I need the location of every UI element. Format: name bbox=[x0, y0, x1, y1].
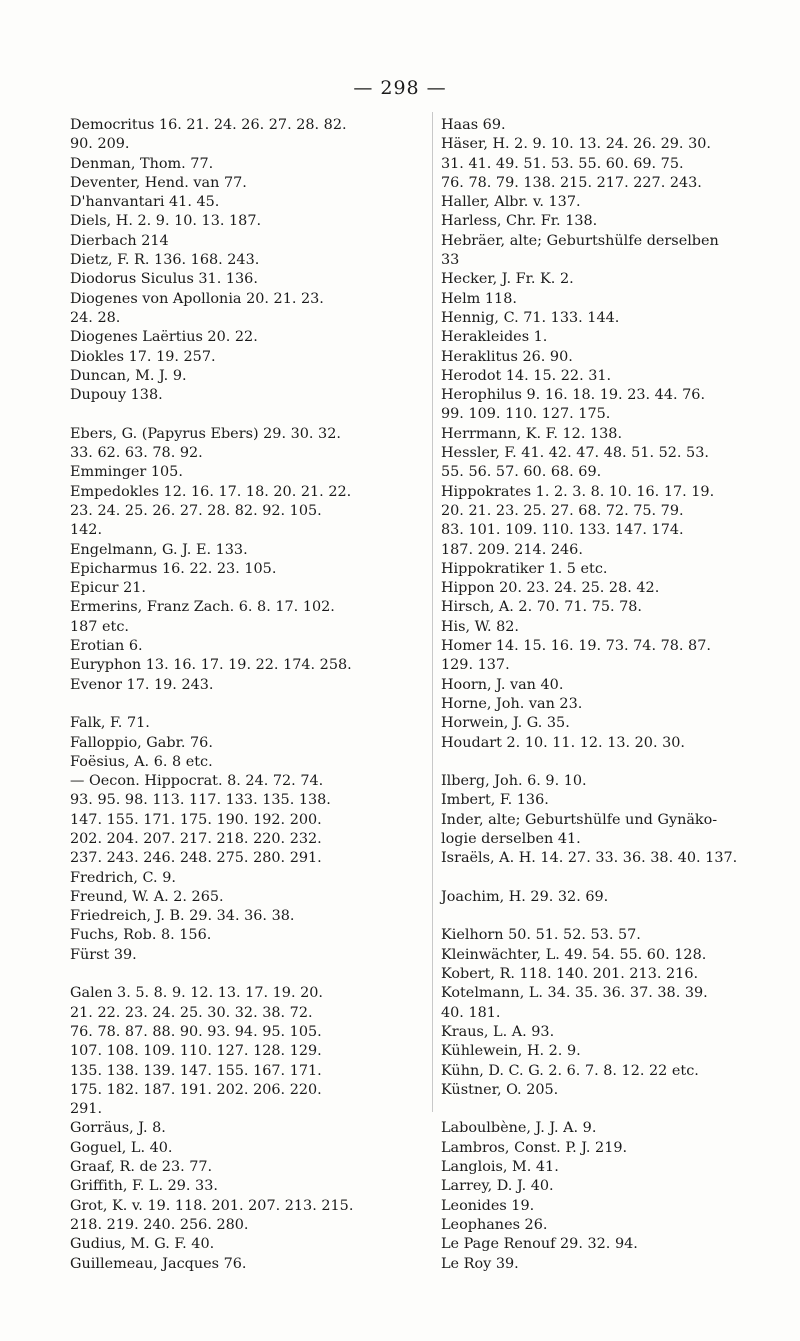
index-entry bbox=[441, 637, 799, 676]
index-entry bbox=[441, 965, 799, 984]
index-entry bbox=[70, 946, 434, 965]
index-entry-line: 40. 181. bbox=[441, 1004, 501, 1021]
letter-group bbox=[70, 425, 434, 695]
index-entry bbox=[70, 155, 434, 174]
index-entry-line: Haas 69. bbox=[441, 117, 506, 133]
index-entry bbox=[70, 1235, 434, 1254]
index-entry-line: Dupouy 138. bbox=[70, 387, 163, 404]
index-entry-line: Hippokratiker 1. 5 etc. bbox=[441, 560, 608, 577]
letter-group bbox=[70, 116, 434, 405]
index-entry-line: Diokles 17. 19. 257. bbox=[70, 348, 216, 365]
index-entry bbox=[441, 232, 799, 271]
index-entry-line: 55. 56. 57. 60. 68. 69. bbox=[441, 464, 602, 481]
index-entry-line: 93. 95. 98. 113. 117. 133. 135. 138. bbox=[70, 792, 331, 809]
index-entry-line: Häser, H. 2. 9. 10. 13. 24. 26. 29. 30. bbox=[441, 136, 711, 153]
index-entry bbox=[70, 772, 434, 868]
index-entry-line: Kühlewein, H. 2. 9. bbox=[441, 1043, 581, 1060]
index-entry-line: Hippon 20. 23. 24. 25. 28. 42. bbox=[441, 580, 660, 597]
index-entry-line: Le Page Renouf 29. 32. 94. bbox=[441, 1236, 638, 1253]
index-entry-line: Evenor 17. 19. 243. bbox=[70, 676, 214, 693]
index-entry bbox=[70, 251, 434, 270]
index-entry-line: Horne, Joh. van 23. bbox=[441, 695, 583, 712]
index-entry-line: Imbert, F. 136. bbox=[441, 792, 549, 809]
index-entry-line: Helm 118. bbox=[441, 290, 517, 307]
index-entry bbox=[441, 926, 799, 945]
letter-group bbox=[441, 926, 799, 1100]
index-entry-line: logie derselben 41. bbox=[441, 830, 581, 847]
index-entry-line: Deventer, Hend. van 77. bbox=[70, 174, 247, 191]
index-entry-line: Herakleides 1. bbox=[441, 329, 548, 346]
index-entry bbox=[70, 1119, 434, 1138]
index-entry bbox=[441, 290, 799, 309]
index-entry-line: Engelmann, G. J. E. 133. bbox=[70, 541, 248, 558]
index-entry-line: 76. 78. 87. 88. 90. 93. 94. 95. 105. bbox=[70, 1023, 322, 1040]
index-entry-line: 90. 209. bbox=[70, 136, 130, 153]
index-entry bbox=[70, 386, 434, 405]
index-entry-line: Griffith, F. L. 29. 33. bbox=[70, 1178, 218, 1195]
index-entry-line: Homer 14. 15. 16. 19. 73. 74. 78. 87. bbox=[441, 638, 711, 655]
index-entry-line: Foësius, A. 6. 8 etc. bbox=[70, 753, 213, 770]
index-entry-line: Ilberg, Joh. 6. 9. 10. bbox=[441, 773, 587, 790]
index-entry-line: Horwein, J. G. 35. bbox=[441, 715, 570, 732]
letter-group bbox=[441, 888, 799, 907]
index-entry-line: Grot, K. v. 19. 118. 201. 207. 213. 215. bbox=[70, 1197, 354, 1214]
index-entry-line: Lambros, Const. P. J. 219. bbox=[441, 1139, 628, 1156]
index-entry bbox=[70, 984, 434, 1119]
index-entry bbox=[441, 888, 799, 907]
letter-group bbox=[441, 1119, 799, 1273]
index-entry bbox=[441, 598, 799, 617]
index-entry-line: 175. 182. 187. 191. 202. 206. 220. bbox=[70, 1081, 322, 1098]
index-entry bbox=[70, 463, 434, 482]
index-entry-line: Duncan, M. J. 9. bbox=[70, 367, 187, 384]
index-entry bbox=[70, 714, 434, 733]
index-entry bbox=[441, 348, 799, 367]
index-entry-line: Friedreich, J. B. 29. 34. 36. 38. bbox=[70, 908, 295, 925]
index-entry-line: Herophilus 9. 16. 18. 19. 23. 44. 76. bbox=[441, 387, 706, 404]
index-entry bbox=[70, 425, 434, 464]
index-entry bbox=[441, 116, 799, 135]
page-number: — 298 — bbox=[353, 77, 447, 99]
index-entry bbox=[441, 444, 799, 483]
index-entry bbox=[70, 598, 434, 637]
index-entry bbox=[70, 1197, 434, 1236]
index-entry-line: Hecker, J. Fr. K. 2. bbox=[441, 271, 574, 288]
index-entry bbox=[70, 483, 434, 541]
index-entry-line: Goguel, L. 40. bbox=[70, 1139, 173, 1156]
index-entry bbox=[441, 1062, 799, 1081]
index-entry-line: Laboulbène, J. J. A. 9. bbox=[441, 1120, 597, 1137]
index-entry-line: Gudius, M. G. F. 40. bbox=[70, 1236, 215, 1253]
index-entry-line: Kielhorn 50. 51. 52. 53. 57. bbox=[441, 927, 641, 944]
index-entry bbox=[441, 579, 799, 598]
index-entry-line: Hessler, F. 41. 42. 47. 48. 51. 52. 53. bbox=[441, 445, 709, 462]
index-entry-line: 147. 155. 171. 175. 190. 192. 200. bbox=[70, 811, 322, 828]
index-entry-line: Langlois, M. 41. bbox=[441, 1159, 559, 1176]
index-entry bbox=[441, 772, 799, 791]
index-entry-line: Le Roy 39. bbox=[441, 1255, 519, 1272]
index-entry bbox=[441, 193, 799, 212]
index-entry bbox=[70, 753, 434, 772]
index-entry-line: 76. 78. 79. 138. 215. 217. 227. 243. bbox=[441, 174, 702, 191]
index-entry bbox=[70, 1177, 434, 1196]
index-entry-line: Epicharmus 16. 22. 23. 105. bbox=[70, 560, 277, 577]
letter-group bbox=[70, 714, 434, 965]
index-entry-line: 83. 101. 109. 110. 133. 147. 174. bbox=[441, 522, 684, 539]
index-entry bbox=[441, 328, 799, 347]
index-entry bbox=[70, 560, 434, 579]
index-entry bbox=[441, 1197, 799, 1216]
index-column-left bbox=[70, 116, 434, 1293]
index-entry-line: D'hanvantari 41. 45. bbox=[70, 194, 220, 211]
index-entry-line: Herrmann, K. F. 12. 138. bbox=[441, 425, 623, 442]
index-entry-line: Graaf, R. de 23. 77. bbox=[70, 1159, 213, 1176]
index-entry bbox=[441, 483, 799, 560]
index-entry bbox=[441, 1255, 799, 1274]
index-entry bbox=[70, 174, 434, 193]
index-entry-line: 291. bbox=[70, 1101, 103, 1118]
index-entry-line: Gorräus, J. 8. bbox=[70, 1120, 166, 1137]
index-entry-line: Falk, F. 71. bbox=[70, 715, 150, 732]
letter-group bbox=[441, 116, 799, 753]
index-entry bbox=[441, 714, 799, 733]
index-entry bbox=[441, 1023, 799, 1042]
index-entry-line: 99. 109. 110. 127. 175. bbox=[441, 406, 611, 423]
index-entry bbox=[70, 869, 434, 888]
index-entry bbox=[70, 579, 434, 598]
index-entry-line: Guillemeau, Jacques 76. bbox=[70, 1255, 247, 1272]
index-entry bbox=[441, 1158, 799, 1177]
index-entry-line: 23. 24. 25. 26. 27. 28. 82. 92. 105. bbox=[70, 502, 322, 519]
index-entry-line: Erotian 6. bbox=[70, 638, 143, 655]
index-entry-line: Hennig, C. 71. 133. 144. bbox=[441, 309, 620, 326]
index-entry bbox=[441, 425, 799, 444]
index-entry-line: 31. 41. 49. 51. 53. 55. 60. 69. 75. bbox=[441, 155, 684, 172]
index-entry-line: Heraklitus 26. 90. bbox=[441, 348, 573, 365]
index-entry-line: Democritus 16. 21. 24. 26. 27. 28. 82. bbox=[70, 117, 347, 133]
index-entry bbox=[70, 270, 434, 289]
index-entry-line: Kleinwächter, L. 49. 54. 55. 60. 128. bbox=[441, 946, 707, 963]
index-entry-line: Galen 3. 5. 8. 9. 12. 13. 17. 19. 20. bbox=[70, 985, 323, 1002]
index-entry-line: Joachim, H. 29. 32. 69. bbox=[441, 888, 609, 905]
index-entry-line: Hoorn, J. van 40. bbox=[441, 676, 564, 693]
index-entry-line: Hippokrates 1. 2. 3. 8. 10. 16. 17. 19. bbox=[441, 483, 715, 500]
index-entry-line: Küstner, O. 205. bbox=[441, 1081, 559, 1098]
index-entry-line: Denman, Thom. 77. bbox=[70, 155, 214, 172]
index-entry-line: Diodorus Siculus 31. 136. bbox=[70, 271, 258, 288]
index-entry bbox=[441, 386, 799, 425]
index-entry bbox=[70, 1255, 434, 1274]
index-entry bbox=[70, 734, 434, 753]
index-entry bbox=[441, 560, 799, 579]
index-entry-line: Harless, Chr. Fr. 138. bbox=[441, 213, 598, 230]
index-entry-line: Kühn, D. C. G. 2. 6. 7. 8. 12. 22 etc. bbox=[441, 1062, 699, 1079]
index-entry bbox=[441, 695, 799, 714]
index-entry-line: Hebräer, alte; Geburtshülfe derselben bbox=[441, 232, 719, 249]
index-entry-line: Fürst 39. bbox=[70, 946, 137, 963]
index-entry bbox=[441, 1216, 799, 1235]
index-entry-line: Hirsch, A. 2. 70. 71. 75. 78. bbox=[441, 599, 643, 616]
index-entry bbox=[70, 907, 434, 926]
index-entry-line: 142. bbox=[70, 522, 103, 539]
index-entry-line: 21. 22. 23. 24. 25. 30. 32. 38. 72. bbox=[70, 1004, 313, 1021]
index-entry-line: Kobert, R. 118. 140. 201. 213. 216. bbox=[441, 966, 699, 983]
index-entry bbox=[70, 1158, 434, 1177]
index-entry-line: Kraus, L. A. 93. bbox=[441, 1023, 555, 1040]
index-entry-line: Ermerins, Franz Zach. 6. 8. 17. 102. bbox=[70, 599, 335, 616]
index-entry-line: Israëls, A. H. 14. 27. 33. 36. 38. 40. 137. bbox=[441, 850, 738, 867]
index-entry-line: Ebers, G. (Papyrus Ebers) 29. 30. 32. bbox=[70, 425, 341, 442]
index-entry-line: 20. 21. 23. 25. 27. 68. 72. 75. 79. bbox=[441, 502, 684, 519]
index-entry-line: Diels, H. 2. 9. 10. 13. 187. bbox=[70, 213, 262, 230]
index-entry-line: Euryphon 13. 16. 17. 19. 22. 174. 258. bbox=[70, 657, 352, 674]
index-entry bbox=[70, 888, 434, 907]
index-entry-line: Emminger 105. bbox=[70, 464, 183, 481]
index-entry-line: Leophanes 26. bbox=[441, 1216, 548, 1233]
index-entry-line: Dierbach 214 bbox=[70, 232, 169, 249]
index-entry-line: Inder, alte; Geburtshülfe und Gynäko- bbox=[441, 811, 718, 828]
index-entry bbox=[70, 212, 434, 231]
index-entry-line: Epicur 21. bbox=[70, 580, 146, 597]
index-entry bbox=[70, 637, 434, 656]
index-entry-line: Dietz, F. R. 136. 168. 243. bbox=[70, 252, 260, 269]
index-entry-line: Falloppio, Gabr. 76. bbox=[70, 734, 213, 751]
index-entry bbox=[70, 328, 434, 347]
index-entry-line: Herodot 14. 15. 22. 31. bbox=[441, 367, 612, 384]
index-entry-line: 33 bbox=[441, 252, 460, 269]
index-entry bbox=[441, 946, 799, 965]
index-entry-line: 24. 28. bbox=[70, 309, 121, 326]
index-entry-line: Houdart 2. 10. 11. 12. 13. 20. 30. bbox=[441, 734, 686, 751]
index-entry bbox=[441, 1042, 799, 1061]
index-entry-line: Haller, Albr. v. 137. bbox=[441, 194, 581, 211]
index-entry-line: 187. 209. 214. 246. bbox=[441, 541, 583, 558]
index-entry bbox=[70, 232, 434, 251]
index-entry-line: — Oecon. Hippocrat. 8. 24. 72. 74. bbox=[70, 773, 324, 790]
index-entry bbox=[70, 676, 434, 695]
index-entry-line: 237. 243. 246. 248. 275. 280. 291. bbox=[70, 850, 322, 867]
index-entry-line: Freund, W. A. 2. 265. bbox=[70, 888, 224, 905]
index-entry bbox=[70, 1139, 434, 1158]
index-entry-line: 218. 219. 240. 256. 280. bbox=[70, 1216, 249, 1233]
letter-group bbox=[441, 772, 799, 868]
index-entry bbox=[441, 1119, 799, 1138]
index-entry bbox=[70, 193, 434, 212]
index-entry bbox=[441, 791, 799, 810]
index-entry-line: Empedokles 12. 16. 17. 18. 20. 21. 22. bbox=[70, 483, 352, 500]
index-column-right bbox=[441, 116, 799, 1293]
index-entry-line: 202. 204. 207. 217. 218. 220. 232. bbox=[70, 830, 322, 847]
index-entry-line: 107. 108. 109. 110. 127. 128. 129. bbox=[70, 1043, 322, 1060]
index-entry bbox=[70, 290, 434, 329]
index-entry-line: Diogenes von Apollonia 20. 21. 23. bbox=[70, 290, 324, 307]
index-entry bbox=[70, 541, 434, 560]
index-entry bbox=[441, 1235, 799, 1254]
index-entry-line: Leonides 19. bbox=[441, 1197, 535, 1214]
index-entry bbox=[441, 135, 799, 193]
index-entry-line: Kotelmann, L. 34. 35. 36. 37. 38. 39. bbox=[441, 985, 708, 1002]
index-entry bbox=[441, 212, 799, 231]
index-entry bbox=[441, 1177, 799, 1196]
index-entry bbox=[441, 367, 799, 386]
index-entry bbox=[441, 984, 799, 1023]
index-entry bbox=[441, 1081, 799, 1100]
index-entry bbox=[441, 618, 799, 637]
index-entry bbox=[70, 116, 434, 155]
index-entry bbox=[441, 309, 799, 328]
index-entry-line: Fredrich, C. 9. bbox=[70, 869, 176, 886]
index-entry bbox=[70, 367, 434, 386]
index-entry-line: Fuchs, Rob. 8. 156. bbox=[70, 927, 212, 944]
index-entry bbox=[441, 811, 799, 850]
index-entry bbox=[70, 348, 434, 367]
index-entry-line: 33. 62. 63. 78. 92. bbox=[70, 445, 203, 462]
index-entry bbox=[70, 656, 434, 675]
index-entry-line: His, W. 82. bbox=[441, 618, 519, 635]
index-entry-line: 135. 138. 139. 147. 155. 167. 171. bbox=[70, 1062, 322, 1079]
index-entry-line: 187 etc. bbox=[70, 618, 129, 635]
index-entry-line: Diogenes Laërtius 20. 22. bbox=[70, 329, 258, 346]
index-entry bbox=[441, 270, 799, 289]
index-entry-line: Larrey, D. J. 40. bbox=[441, 1178, 554, 1195]
index-entry-line: 129. 137. bbox=[441, 657, 510, 674]
index-entry bbox=[441, 734, 799, 753]
index-entry bbox=[441, 1139, 799, 1158]
index-entry bbox=[441, 849, 799, 868]
letter-group bbox=[70, 984, 434, 1273]
index-entry bbox=[441, 676, 799, 695]
index-entry bbox=[70, 926, 434, 945]
